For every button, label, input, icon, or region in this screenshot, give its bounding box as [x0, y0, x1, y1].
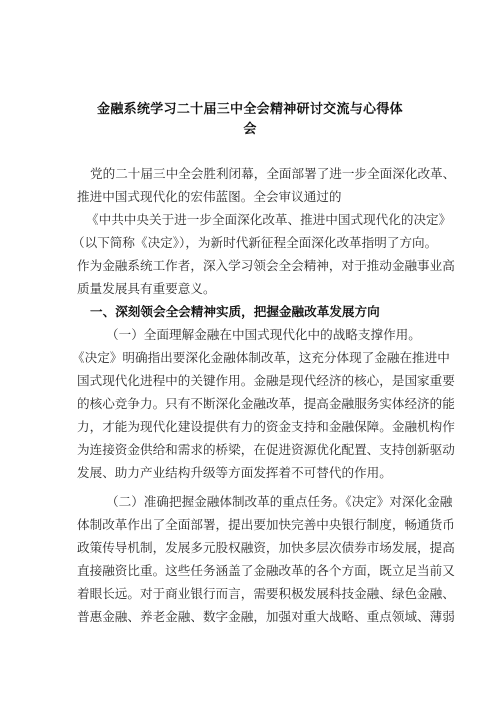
paragraph-1-line: 推进中国式现代化的宏伟蓝图。全会审议通过的 [77, 189, 342, 204]
paragraph-3-line: 直接融资比重。这些任务涵盖了金融改革的各个方面，既立足当前又 [77, 563, 455, 578]
paragraph-2-line: 《决定》明确指出要深化金融体制改革，这充分体现了金融在推进中 [72, 350, 450, 365]
paragraph-1-line: （以下简称《决定》），为新时代新征程全面深化改革指明了方向。 [72, 235, 438, 250]
paragraph-2-line: 发展、助力产业结构升级等方面发挥着不可替代的作用。 [77, 465, 392, 480]
paragraph-1-line: 质量发展具有重要意义。 [77, 281, 216, 296]
document-title-line-1: 金融系统学习二十届三中全会精神研讨交流与心得体 [97, 102, 403, 117]
paragraph-1-line: 党的二十届三中全会胜利闭幕，全面部署了进一步全面深化改革、 [90, 166, 456, 181]
paragraph-3-line: 着眼长远。对于商业银行而言，需要积极发展科技金融、绿色金融、 [77, 586, 455, 601]
paragraph-3-line: 体制改革作出了全面部署，提出要加快完善中央银行制度，畅通货币 [77, 517, 455, 532]
paragraph-3-line: （二）准确把握金融体制改革的重点任务。《决定》对深化金融 [106, 494, 453, 509]
paragraph-2-line: 力，才能为现代化建设提供有力的资金支持和金融保障。金融机构作 [77, 419, 455, 434]
section-1-heading: 一、深刻领会全会精神实质，把握金融改革发展方向 [90, 304, 380, 319]
document-title-line-2: 会 [243, 122, 257, 137]
paragraph-1-line: 作为金融系统工作者，深入学习领会全会精神，对于推动金融事业高 [77, 258, 455, 273]
paragraph-2-line: 的核心竞争力。只有不断深化金融改革，提高金融服务实体经济的能 [77, 396, 455, 411]
paragraph-3-line: 普惠金融、养老金融、数字金融，加强对重大战略、重点领域、薄弱 [77, 609, 455, 624]
paragraph-3-line: 政策传导机制，发展多元股权融资，加快多层次债券市场发展，提高 [77, 540, 455, 555]
subsection-1-heading: （一）全面理解金融在中国式现代化中的战略支撑作用。 [106, 327, 421, 342]
paragraph-2-line: 国式现代化进程中的关键作用。金融是现代经济的核心，是国家重要 [77, 373, 455, 388]
paragraph-2-line: 为连接资金供给和需求的桥梁，在促进资源优化配置、支持创新驱动 [77, 442, 455, 457]
paragraph-1-line: 《中共中央关于进一步全面深化改革、推进中国式现代化的决定》 [86, 212, 452, 227]
